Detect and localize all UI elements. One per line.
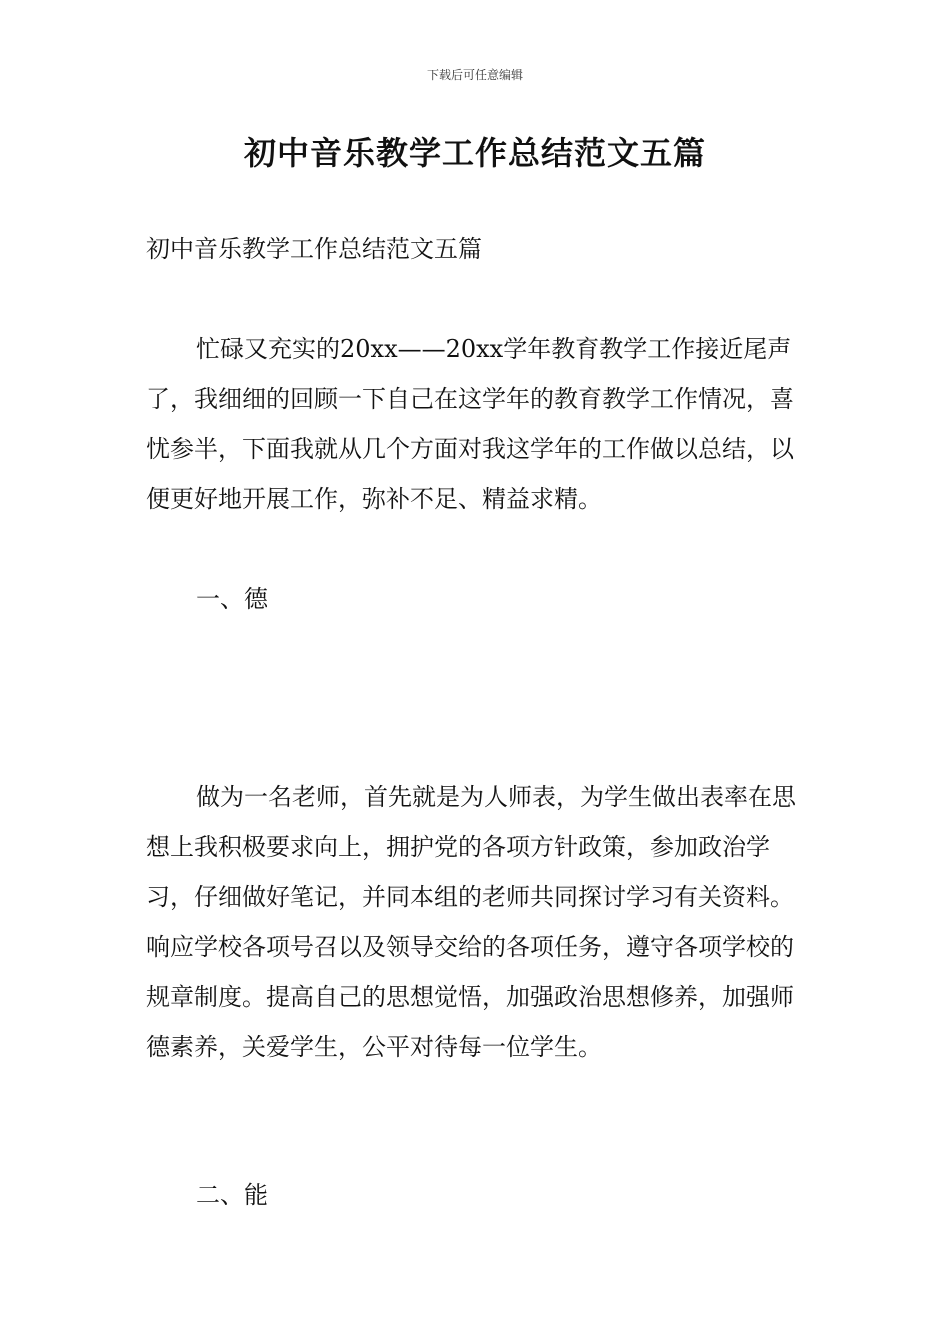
document-subtitle: 初中音乐教学工作总结范文五篇 <box>146 235 482 263</box>
header-note: 下载后可任意编辑 <box>426 68 523 82</box>
intro-paragraph: 忙碌又充实的20xx——20xx学年教育教学工作接近尾声了，我细细的回顾一下自己在这学年的教育教学工作情况，喜忧参半，下面我就从几个方面对我这学年的工作做以总结，以便更好地开展工作，弥补不足、精益求精。 <box>146 335 794 513</box>
section-2-heading: 二、能 <box>196 1181 268 1209</box>
section-1-heading: 一、德 <box>196 585 268 613</box>
section-1-paragraph: 做为一名老师，首先就是为人师表，为学生做出表率在思想上我积极要求向上，拥护党的各项方针政策，参加政治学习，仔细做好笔记，并同本组的老师共同探讨学习有关资料。响应学校各项号召以及领导交给的各项任务，遵守各项学校的规章制度。提高自己的思想觉悟，加强政治思想修养，加强师德素养，关爱学生，公平对待每一位学生。 <box>146 783 796 1061</box>
document-title: 初中音乐教学工作总结范文五篇 <box>243 134 706 172</box>
